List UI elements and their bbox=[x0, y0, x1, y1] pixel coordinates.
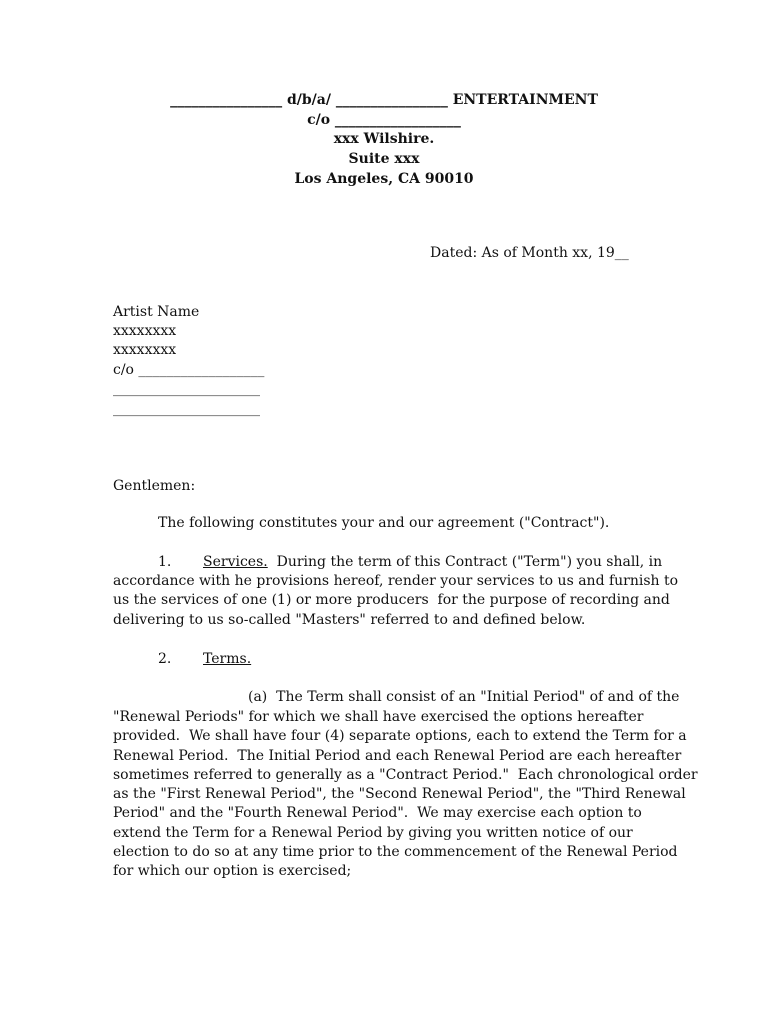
section-2a-first-line: (a) The Term shall consist of an "Initial Period" of and of the bbox=[248, 689, 680, 705]
section-2a-line: extend the Term for a Renewal Period by giving you written notice of our bbox=[113, 824, 633, 841]
section-1-first-line bbox=[203, 553, 662, 572]
section-1-heading: Services. bbox=[203, 554, 268, 570]
section-2a-line: election to do so at any time prior to the commencement of the Renewal Period bbox=[113, 844, 678, 861]
letterhead-line-suite: Suite xxx bbox=[348, 151, 420, 167]
section-1-first-line-text: During the term of this Contract ("Term") you shall, in bbox=[267, 554, 663, 570]
section-2a-line: provided. We shall have four (4) separate options, each to extend the Term for a bbox=[113, 728, 687, 745]
address-line-care-of: c/o __________________ bbox=[113, 362, 265, 378]
address-line-3: xxxxxxxx bbox=[113, 342, 177, 358]
section-2a-line: sometimes referred to generally as a "Contract Period." Each chronological order bbox=[113, 766, 698, 783]
address-line-blank-2: _____________________ bbox=[113, 401, 260, 417]
address-line-name: Artist Name bbox=[113, 304, 200, 320]
letterhead-line-company: ________________ d/b/a/ ________________ ENTERTAINMENT bbox=[170, 92, 598, 108]
address-line-2: xxxxxxxx bbox=[113, 323, 177, 339]
section-2a-line: "Renewal Periods" for which we shall have exercised the options hereafter bbox=[113, 709, 644, 725]
section-2a-line: Renewal Period. The Initial Period and each Renewal Period are each hereafter bbox=[113, 747, 682, 764]
letterhead-line-care-of: c/o __________________ bbox=[307, 112, 461, 128]
letterhead-line-street: xxx Wilshire. bbox=[333, 131, 435, 147]
section-2a-line: for which our option is exercised; bbox=[113, 863, 352, 880]
date-line: Dated: As of Month xx, 19__ bbox=[430, 245, 629, 261]
intro-sentence: The following constitutes your and our agreement ("Contract"). bbox=[158, 515, 610, 531]
section-2-number: 2. bbox=[158, 651, 172, 667]
section-1-line: us the services of one (1) or more producers for the purpose of recording and bbox=[113, 592, 670, 609]
letterhead-line-city: Los Angeles, CA 90010 bbox=[294, 171, 474, 187]
section-2-heading: Terms. bbox=[203, 651, 252, 667]
section-1-line: accordance with he provisions hereof, render your services to us and furnish to bbox=[113, 573, 679, 589]
section-2a-line: as the "First Renewal Period", the "Second Renewal Period", the "Third Renewal bbox=[113, 786, 686, 803]
section-1-line: delivering to us so-called "Masters" referred to and defined below. bbox=[113, 611, 586, 628]
address-line-blank-1: _____________________ bbox=[113, 381, 260, 397]
section-2a-line: Period" and the "Fourth Renewal Period". We may exercise each option to bbox=[113, 805, 642, 822]
salutation: Gentlemen: bbox=[113, 478, 196, 494]
section-1-number: 1. bbox=[158, 554, 172, 570]
section-2a-body bbox=[113, 708, 698, 882]
section-1-body bbox=[113, 572, 679, 630]
